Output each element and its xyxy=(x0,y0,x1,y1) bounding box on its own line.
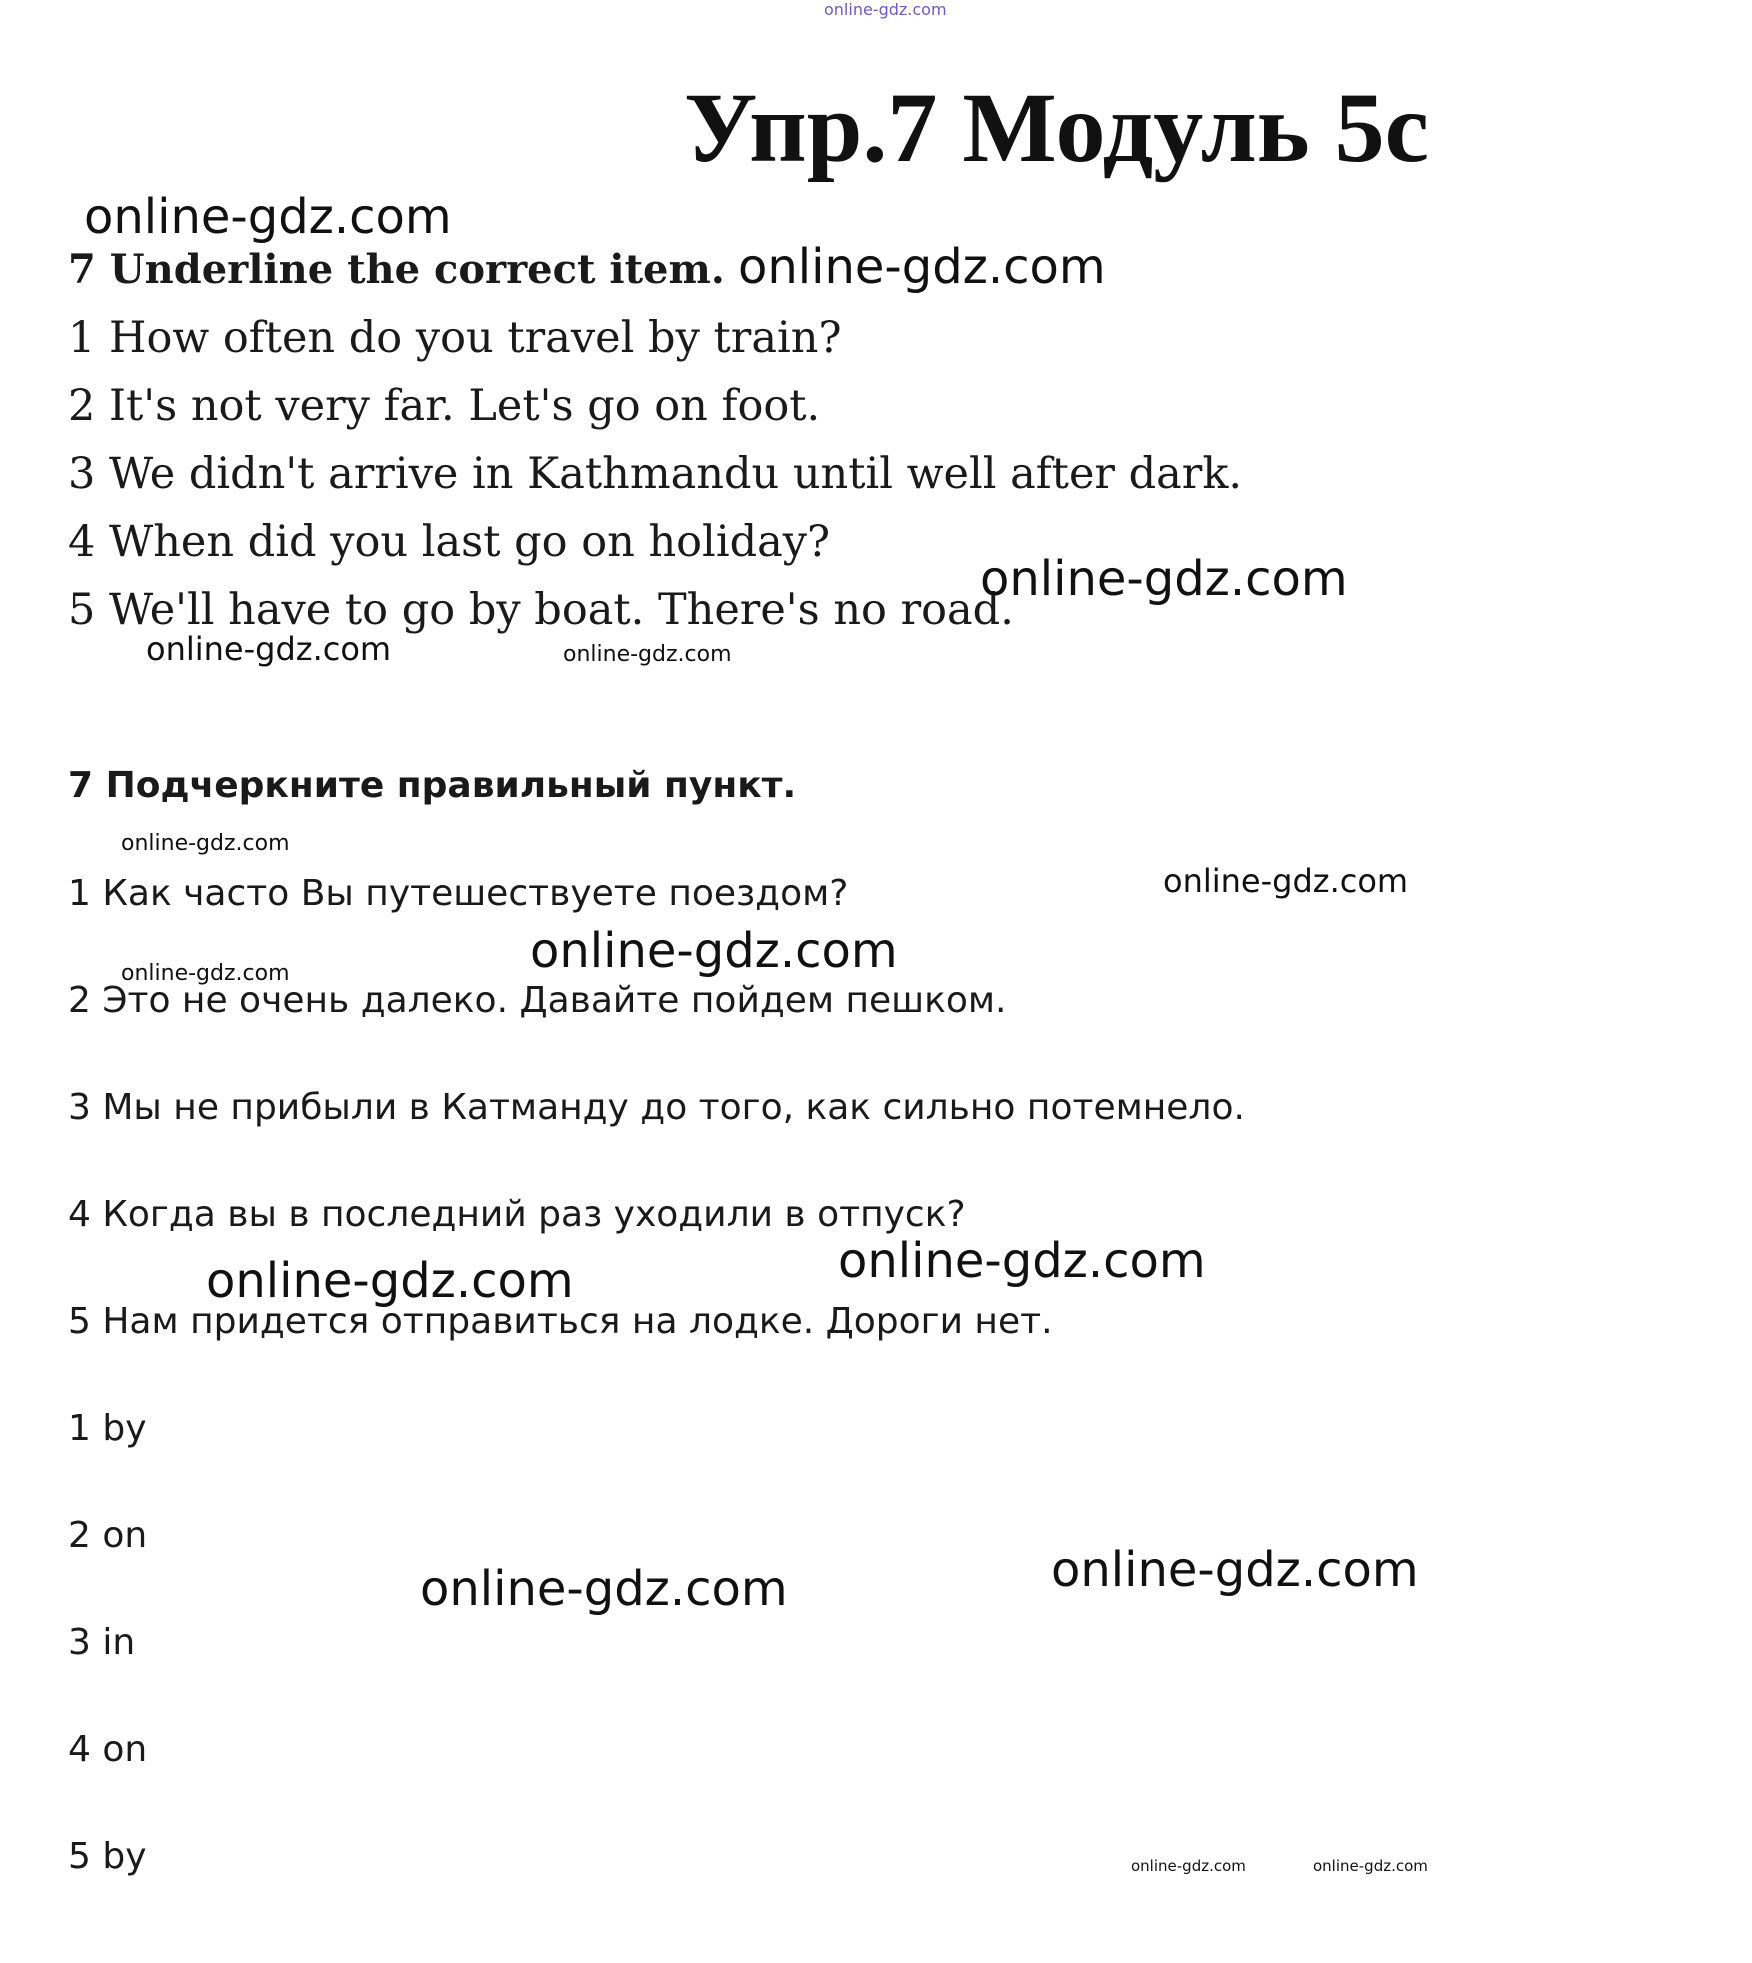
watermark: online-gdz.com xyxy=(121,831,290,856)
russian-line-2: 2 Это не очень далеко. Давайте пойдем пешком. xyxy=(68,980,1007,1021)
answer-1: 1 by xyxy=(68,1408,147,1449)
english-heading: 7 Underline the correct item. xyxy=(68,246,725,293)
russian-line-5: 5 Нам придется отправиться на лодке. Дороги нет. xyxy=(68,1301,1053,1342)
watermark: online-gdz.com xyxy=(530,923,898,979)
watermark: online-gdz.com xyxy=(420,1561,788,1617)
answer-4: 4 on xyxy=(68,1729,148,1770)
watermark: online-gdz.com xyxy=(84,189,452,245)
watermark-top: online-gdz.com xyxy=(824,0,947,19)
page-title: Упр.7 Модуль 5c xyxy=(684,72,1430,183)
english-line-4: 4 When did you last go on holiday? xyxy=(68,517,831,567)
answer-5: 5 by xyxy=(68,1836,147,1877)
answer-2: 2 on xyxy=(68,1515,148,1556)
watermark: online-gdz.com xyxy=(563,642,732,667)
watermark: online-gdz.com xyxy=(738,239,1106,295)
watermark: online-gdz.com xyxy=(1313,1857,1428,1875)
watermark: online-gdz.com xyxy=(1163,862,1409,900)
english-line-2: 2 It's not very far. Let's go on foot. xyxy=(68,381,821,431)
watermark: online-gdz.com xyxy=(1131,1857,1246,1875)
watermark: online-gdz.com xyxy=(980,551,1348,607)
russian-line-3: 3 Мы не прибыли в Катманду до того, как сильно потемнело. xyxy=(68,1087,1245,1128)
answer-3: 3 in xyxy=(68,1622,136,1663)
english-line-3: 3 We didn't arrive in Kathmandu until well after dark. xyxy=(68,449,1243,499)
watermark: online-gdz.com xyxy=(838,1233,1206,1289)
watermark: online-gdz.com xyxy=(121,961,290,986)
english-line-1: 1 How often do you travel by train? xyxy=(68,313,842,363)
watermark: online-gdz.com xyxy=(206,1253,574,1309)
watermark: online-gdz.com xyxy=(1051,1542,1419,1598)
watermark: online-gdz.com xyxy=(146,630,392,668)
russian-line-1: 1 Как часто Вы путешествуете поездом? xyxy=(68,873,849,914)
russian-line-4: 4 Когда вы в последний раз уходили в отпуск? xyxy=(68,1194,966,1235)
russian-heading: 7 Подчеркните правильный пункт. xyxy=(68,765,797,806)
english-line-5: 5 We'll have to go by boat. There's no road. xyxy=(68,585,1014,635)
